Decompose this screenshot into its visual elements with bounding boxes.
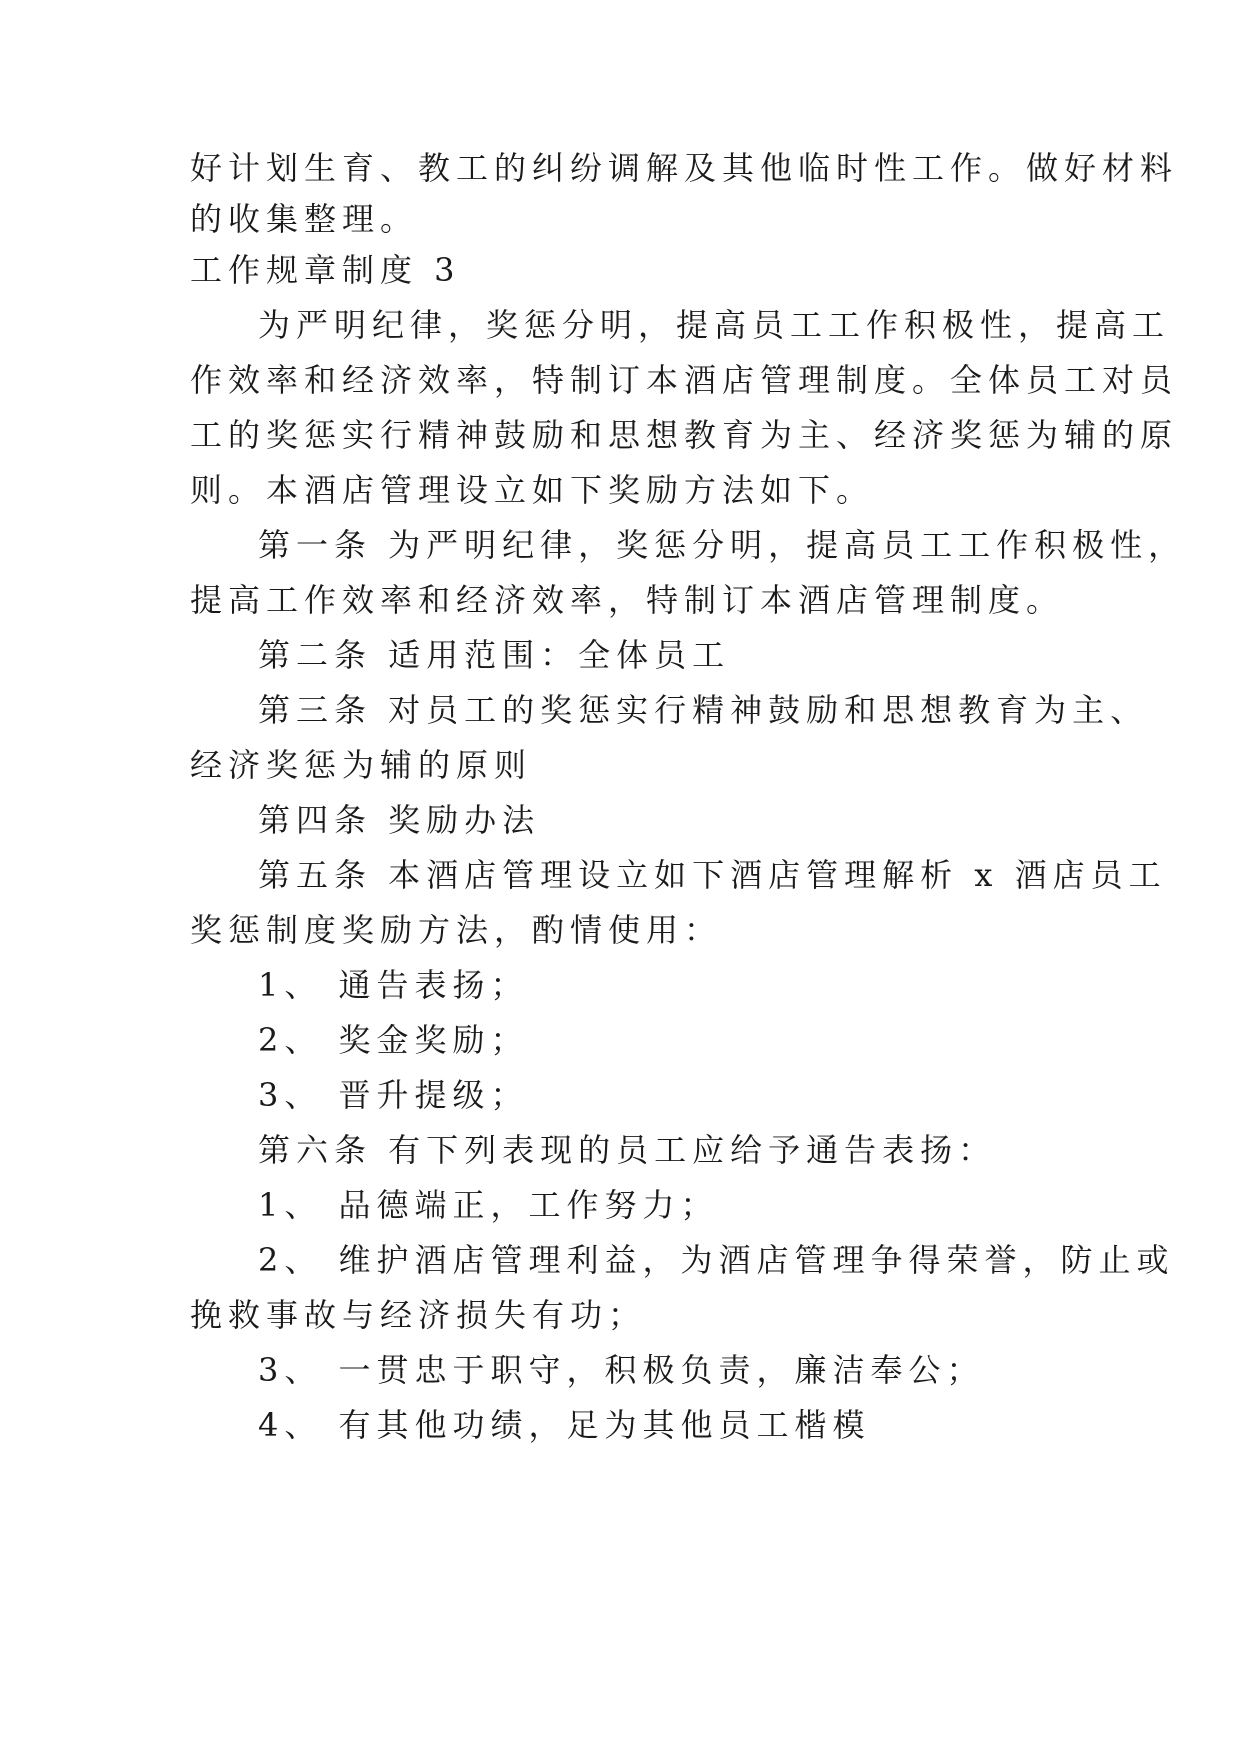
article-3: 第三条 对员工的奖惩实行精神鼓励和思想教育为主、 — [258, 691, 1149, 729]
list-item: 1、 通告表扬； — [258, 966, 529, 1004]
list-item: 4、 有其他功绩，足为其他员工楷模 — [258, 1406, 871, 1444]
list-item: 2、 维护酒店管理利益，为酒店管理争得荣誉，防止或 — [258, 1241, 1175, 1279]
text-line: 的收集整理。 — [190, 200, 419, 238]
text-line: 奖惩制度奖励方法，酌情使用： — [190, 911, 723, 949]
article-6: 第六条 有下列表现的员工应给予通告表扬： — [258, 1131, 997, 1169]
text-line: 经济奖惩为辅的原则 — [190, 746, 533, 784]
list-item: 1、 品德端正，工作努力； — [258, 1186, 719, 1224]
text-line: 则。本酒店管理设立如下奖励方法如下。 — [190, 471, 875, 509]
text-line: 工的奖惩实行精神鼓励和思想教育为主、经济奖惩为辅的原 — [190, 416, 1179, 454]
text-line: 作效率和经济效率，特制订本酒店管理制度。全体员工对员 — [190, 361, 1179, 399]
text-line: 挽救事故与经济损失有功； — [190, 1296, 647, 1334]
text-line: 好计划生育、教工的纠纷调解及其他临时性工作。做好材料 — [190, 149, 1179, 187]
article-5: 第五条 本酒店管理设立如下酒店管理解析 x 酒店员工 — [258, 856, 1167, 894]
list-item: 3、 晋升提级； — [258, 1076, 529, 1114]
list-item: 3、 一贯忠于职守，积极负责，廉洁奉公； — [258, 1351, 985, 1389]
article-2: 第二条 适用范围：全体员工 — [258, 636, 731, 674]
list-item: 2、 奖金奖励； — [258, 1021, 529, 1059]
article-4: 第四条 奖励办法 — [258, 801, 541, 839]
text-line: 提高工作效率和经济效率，特制订本酒店管理制度。 — [190, 581, 1065, 619]
section-heading: 工作规章制度 3 — [190, 251, 461, 289]
text-line: 为严明纪律，奖惩分明，提高员工工作积极性，提高工 — [258, 306, 1171, 344]
article-1: 第一条 为严明纪律，奖惩分明，提高员工工作积极性， — [258, 526, 1187, 564]
